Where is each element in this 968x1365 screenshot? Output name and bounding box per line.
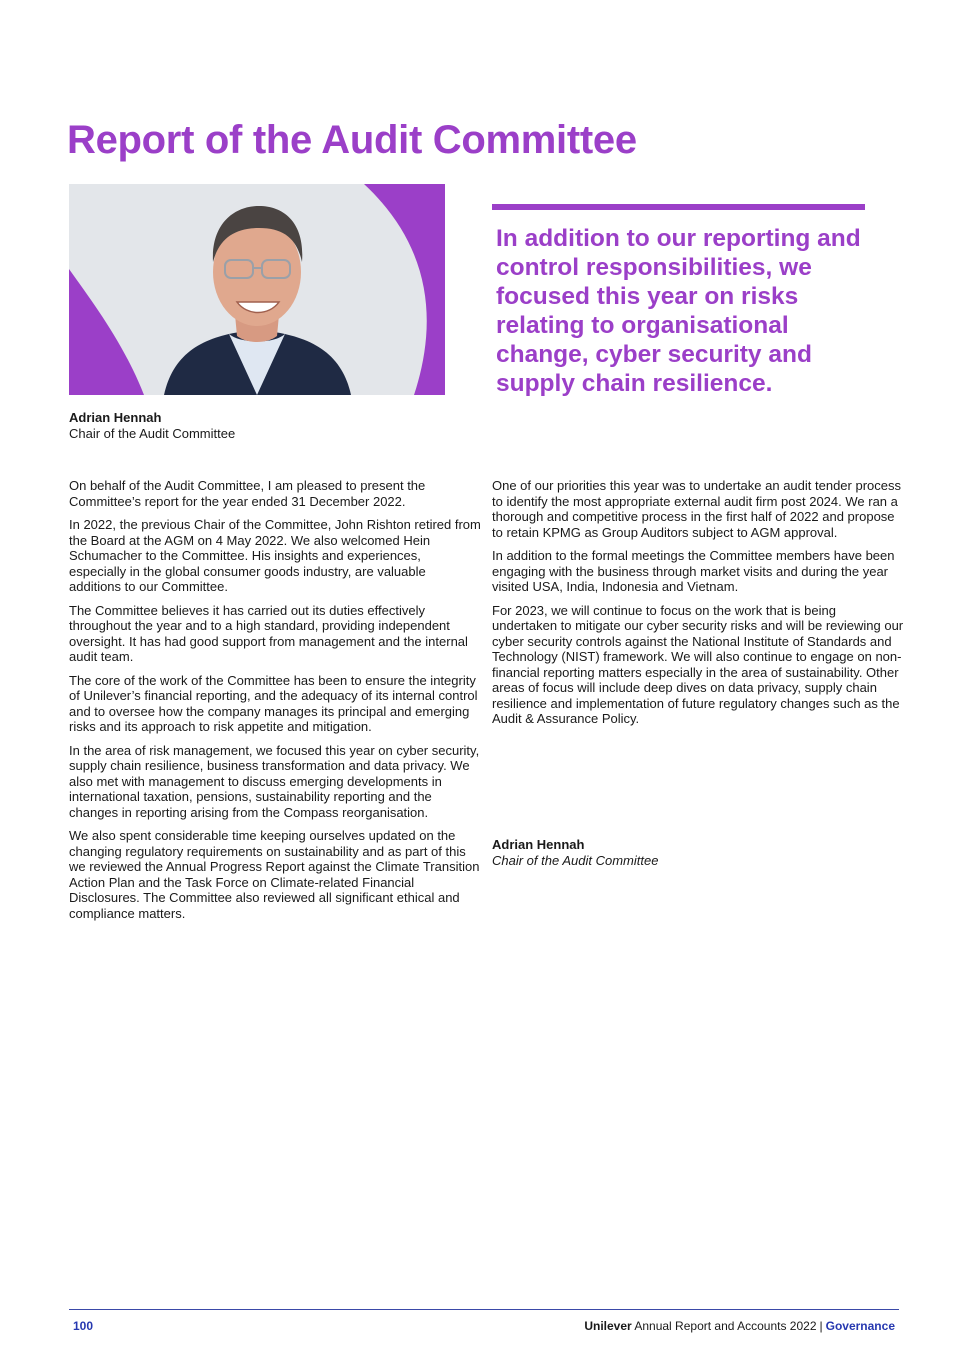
left-column <box>69 478 481 929</box>
pull-quote: In addition to our reporting and control responsibilities, we focused this year on risks relating to organisational change, cyber security and supply chain resilience. <box>496 225 861 397</box>
portrait-name: Adrian Hennah <box>69 410 162 425</box>
footer-report-title: Annual Report and Accounts 2022 <box>634 1319 817 1333</box>
signature-name: Adrian Hennah <box>492 837 585 852</box>
page-number: 100 <box>73 1319 94 1333</box>
paragraph: On behalf of the Audit Committee, I am pleased to present the Committee’s report for the year ended 31 December 2022. <box>69 478 426 509</box>
footer-brand: Unilever <box>584 1319 632 1333</box>
portrait-caption <box>69 410 235 442</box>
paragraph: For 2023, we will continue to focus on the work that is being undertaken to mitigate our cyber security risks and will be reviewing our cyber security controls against the National Institute of Standards and Technology (NIST) framework. We will also continue to engage on non-financial reporting matters especially in the area of sustainability. Other areas of focus will include deep dives on data privacy, supply chain resilience and implementation of future regulatory changes such as the Audit & Assurance Policy. <box>492 602 904 726</box>
signature <box>492 837 658 869</box>
footer-separator: | <box>819 1319 823 1333</box>
footer-divider <box>69 1309 899 1310</box>
paragraph: The Committee believes it has carried out its duties effectively throughout the year and to a high standard, providing independent oversight. It has had good support from management and the internal audit team. <box>69 602 468 664</box>
paragraph: In 2022, the previous Chair of the Committee, John Rishton retired from the Board at the AGM on 4 May 2022. We also welcomed Hein Schumacher to the Committee. His insights and experiences, especially in the global consumer goods industry, are valuable additions to our Committee. <box>69 517 481 594</box>
right-column <box>492 478 904 735</box>
portrait-photo <box>69 184 445 395</box>
portrait-role: Chair of the Audit Committee <box>69 426 236 441</box>
page-title: Report of the Audit Committee <box>67 118 637 162</box>
paragraph: In the area of risk management, we focused this year on cyber security, supply chain resilience, business transformation and data privacy. We also met with management to discuss emerging developments in international taxation, pensions, sustainability reporting and the changes in reporting arising from the Compass reorganisation. <box>69 742 480 820</box>
paragraph: One of our priorities this year was to undertake an audit tender process to identify the most appropriate external audit firm post 2024. We ran a thorough and competitive process in the first half of 2022 and propose to retain KPMG as Group Auditors subject to AGM approval. <box>492 478 901 540</box>
quote-divider <box>492 204 865 210</box>
paragraph: We also spent considerable time keeping ourselves updated on the changing regulatory requirements on sustainability and as part of this we reviewed the Annual Progress Report against the Climate Transition Action Plan and the Task Force on Climate-related Financial Disclosures. The Committee also reviewed all significant ethical and compliance matters. <box>69 828 480 921</box>
paragraph: In addition to the formal meetings the Committee members have been engaging with the business through market visits and during the year visited USA, India, Indonesia and Vietnam. <box>492 548 895 594</box>
footer-section-link[interactable]: Governance <box>825 1319 895 1333</box>
paragraph: The core of the work of the Committee has been to ensure the integrity of Unilever’s financial reporting, and the adequacy of its internal control and to oversee how the company manages its principal and emerging risks and its approach to risk appetite and mitigation. <box>69 672 478 734</box>
signature-role: Chair of the Audit Committee <box>492 853 659 868</box>
footer-report-info <box>584 1319 895 1333</box>
